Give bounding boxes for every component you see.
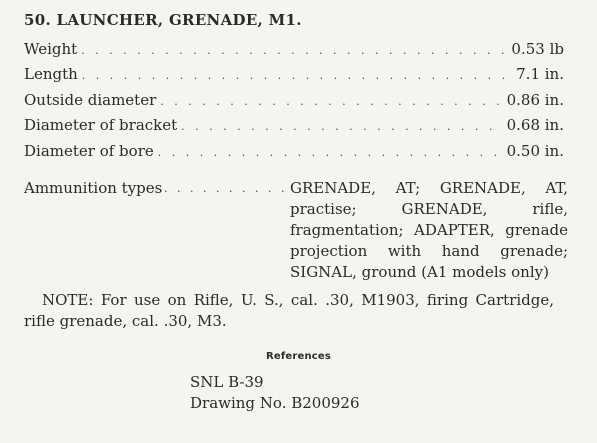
- note-paragraph: NOTE: For use on Rifle, U. S., cal. .30, M1903, firing Cartridge, rifle grenade, cal. .30, M3.: [24, 291, 554, 330]
- reference-item: Drawing No. B200926: [190, 394, 360, 412]
- spec-label: Weight: [24, 40, 78, 58]
- dot-leader: [164, 178, 289, 199]
- spec-row-outside-diameter: [24, 89, 564, 111]
- dot-leader: [82, 65, 512, 87]
- spec-value: 0.68 in.: [506, 116, 564, 134]
- spec-row-diameter-of-bracket: [24, 114, 564, 136]
- spec-value: 0.53 lb: [511, 40, 564, 58]
- spec-value: 0.86 in.: [506, 91, 564, 109]
- reference-item: SNL B-39: [190, 373, 264, 391]
- spec-label: Diameter of bracket: [24, 116, 178, 134]
- spec-row-length: [24, 63, 564, 85]
- spec-row-weight: [24, 38, 564, 60]
- dot-leader: [160, 91, 502, 113]
- section-title: 50. LAUNCHER, GRENADE, M1.: [24, 11, 302, 29]
- dot-leader: [181, 116, 502, 138]
- spec-row-diameter-of-bore: [24, 140, 564, 162]
- references-list: [190, 372, 360, 414]
- spec-value: 0.50 in.: [506, 142, 564, 160]
- dot-leader: [158, 142, 503, 164]
- spec-value: 7.1 in.: [516, 65, 564, 83]
- ammunition-label: Ammunition types: [24, 179, 163, 197]
- ammunition-types-text: GRENADE, AT; GRENADE, AT, practise; GRENADE, rifle, fragmentation; ADAPTER, grenade projection with hand grenade; SIGNAL, ground (A1 models only): [290, 179, 568, 281]
- spec-label: Outside diameter: [24, 91, 157, 109]
- dot-leader: [81, 40, 507, 62]
- references-heading: References: [265, 351, 332, 362]
- spec-label: Diameter of bore: [24, 142, 154, 160]
- spec-label: Length: [24, 65, 78, 83]
